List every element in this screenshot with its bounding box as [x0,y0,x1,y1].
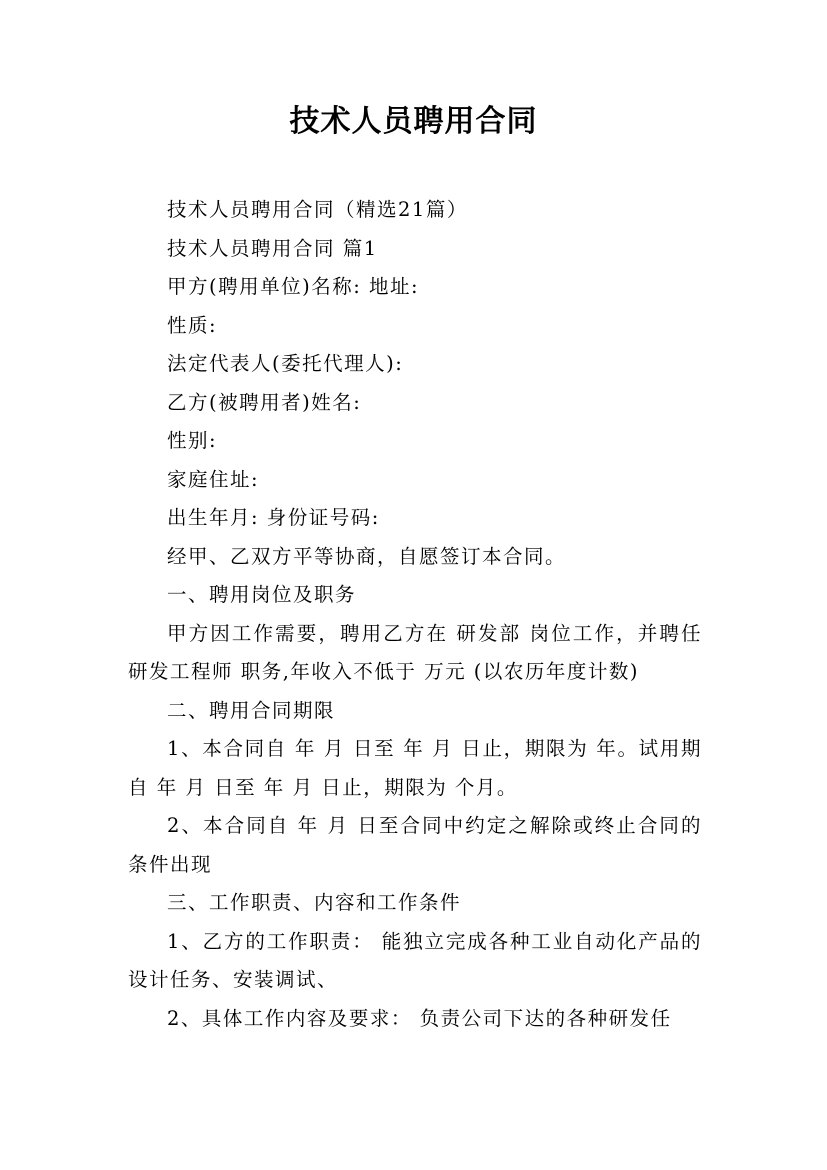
paragraph-gender: 性别: [167,429,218,452]
paragraph-party-b-name: 乙方(被聘用者)姓名: [167,390,362,414]
paragraph-agreement: 经甲、乙双方平等协商，自愿签订本合同。 [167,544,567,568]
paragraph-birth-id: 出生年月: 身份证号码: [167,506,380,529]
paragraph-contract-number: 技术人员聘用合同 篇1 [167,236,378,260]
section-heading-position: 一、聘用岗位及职务 [167,583,357,606]
paragraph-legal-representative: 法定代表人(委托代理人): [167,352,404,375]
paragraph-nature: 性质: [167,313,218,337]
document-title: 技术人员聘用合同 [289,104,538,139]
paragraph-heading-selected: 技术人员聘用合同（精选21篇） [167,198,468,221]
paragraph-term-1: 1、本合同自 年 月 日至 年 月 日止，期限为 年。试用期自 年 月 日至 年 月 日止，期限为 个月。 [128,737,702,799]
paragraph-party-a-name: 甲方(聘用单位)名称: 地址: [167,275,420,298]
paragraph-term-2: 2、本合同自 年 月 日至合同中约定之解除或终止合同的条件出现 [128,814,702,876]
paragraph-position-detail: 甲方因工作需要，聘用乙方在 研发部 岗位工作，并聘任研发工程师 职务,年收入不低于 万元 (以农历年度计数) [128,621,702,683]
section-heading-term: 二、聘用合同期限 [167,698,336,722]
document-body [128,191,702,1038]
section-heading-duties: 三、工作职责、内容和工作条件 [167,891,462,914]
paragraph-home-address: 家庭住址: [167,467,260,491]
paragraph-duties-2: 2、具体工作内容及要求： 负责公司下达的各种研发任 [167,1006,672,1030]
paragraph-duties-1: 1、乙方的工作职责： 能独立完成各种工业自动化产品的设计任务、安装调试、 [128,929,702,991]
